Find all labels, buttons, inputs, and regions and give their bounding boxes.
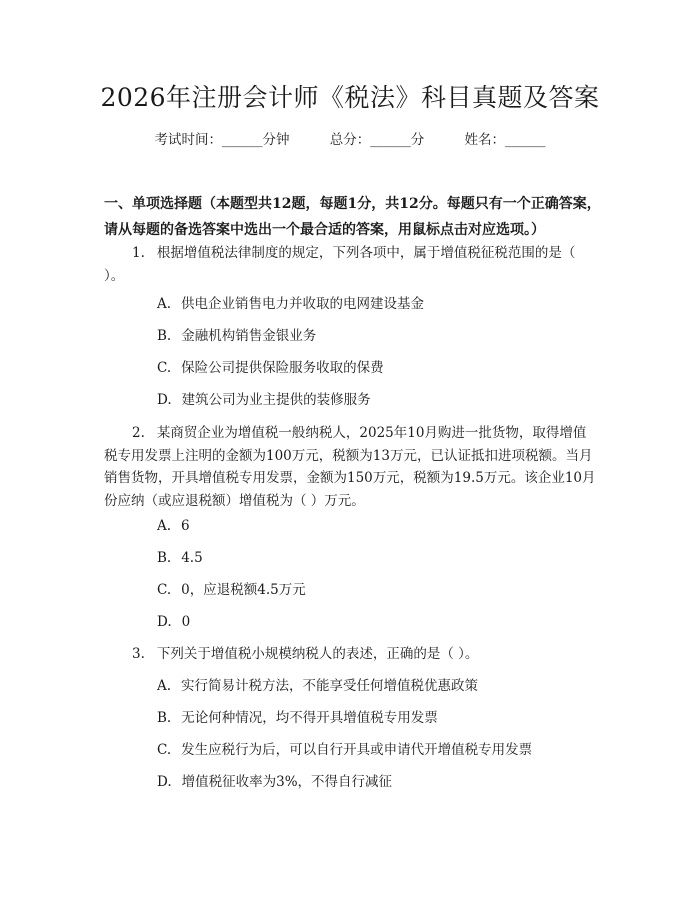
option-text: 保险公司提供保险服务收取的保费 bbox=[181, 360, 384, 376]
question-1 bbox=[104, 242, 596, 287]
question-stem: 某商贸企业为增值税一般纳税人，2025年10月购进一批货物，取得增值税专用发票上注明的金额为100万元，税额为13万元，已认证抵扣进项税额。当月销售货物，开具增值税专用发票，金额为150万元，税额为19.5万元。该企业10月份应纳（或应退税额）增值税为（ ）万元。 bbox=[104, 425, 596, 509]
option-letter: B. bbox=[157, 550, 172, 566]
section-heading: 一、单项选择题（本题型共12题，每题1分，共12分。每题只有一个正确答案，请从每题的备选答案中选出一个最合适的答案，用鼠标点击对应选项。） bbox=[104, 196, 601, 238]
question-number: 1. bbox=[132, 245, 145, 261]
option-text: 增值税征收率为3%，不得自行减征 bbox=[181, 774, 393, 790]
option-letter: A. bbox=[157, 518, 172, 534]
question-stem: 下列关于增值税小规模纳税人的表述，正确的是（ ）。 bbox=[156, 646, 479, 662]
question-number: 3. bbox=[132, 646, 145, 662]
option-letter: D. bbox=[157, 392, 172, 408]
option-text: 供电企业销售电力并收取的电网建设基金 bbox=[181, 296, 425, 312]
option-3c[interactable] bbox=[157, 740, 597, 760]
question-number: 2. bbox=[132, 425, 145, 441]
option-3a[interactable] bbox=[157, 676, 597, 696]
option-letter: D. bbox=[157, 614, 172, 630]
option-2d[interactable] bbox=[157, 612, 597, 632]
option-text: 4.5 bbox=[181, 550, 203, 566]
option-letter: B. bbox=[157, 328, 172, 344]
option-1b[interactable] bbox=[157, 326, 597, 346]
option-letter: C. bbox=[157, 360, 172, 376]
option-text: 金融机构销售金银业务 bbox=[181, 328, 317, 344]
option-letter: A. bbox=[157, 678, 172, 694]
option-letter: B. bbox=[157, 710, 172, 726]
option-2b[interactable] bbox=[157, 548, 597, 568]
name-field: 姓名：______ bbox=[464, 132, 546, 148]
question-stem: 根据增值税法律制度的规定，下列各项中，属于增值税征税范围的是（ ）。 bbox=[104, 245, 576, 284]
option-2c[interactable] bbox=[157, 580, 597, 600]
option-1c[interactable] bbox=[157, 358, 597, 378]
option-text: 发生应税行为后，可以自行开具或申请代开增值税专用发票 bbox=[181, 742, 533, 758]
option-1a[interactable] bbox=[157, 294, 597, 314]
option-letter: D. bbox=[157, 774, 172, 790]
option-3d[interactable] bbox=[157, 772, 597, 792]
option-text: 无论何种情况，均不得开具增值税专用发票 bbox=[181, 710, 438, 726]
question-2 bbox=[104, 422, 596, 512]
total-score-field: 总分：______分 bbox=[329, 132, 425, 148]
option-3b[interactable] bbox=[157, 708, 597, 728]
option-text: 0，应退税额4.5万元 bbox=[181, 582, 306, 598]
option-letter: C. bbox=[157, 742, 172, 758]
option-1d[interactable] bbox=[157, 390, 597, 410]
page-title: 2026年注册会计师《税法》科目真题及答案 bbox=[100, 83, 600, 112]
exam-meta bbox=[0, 130, 700, 150]
option-text: 6 bbox=[181, 518, 190, 534]
option-2a[interactable] bbox=[157, 516, 597, 536]
option-text: 实行简易计税方法，不能享受任何增值税优惠政策 bbox=[181, 678, 479, 694]
option-letter: C. bbox=[157, 582, 172, 598]
exam-time-field: 考试时间：______分钟 bbox=[154, 132, 290, 148]
option-text: 建筑公司为业主提供的装修服务 bbox=[181, 392, 371, 408]
question-3 bbox=[104, 643, 596, 666]
option-letter: A. bbox=[157, 296, 172, 312]
option-text: 0 bbox=[181, 614, 191, 630]
